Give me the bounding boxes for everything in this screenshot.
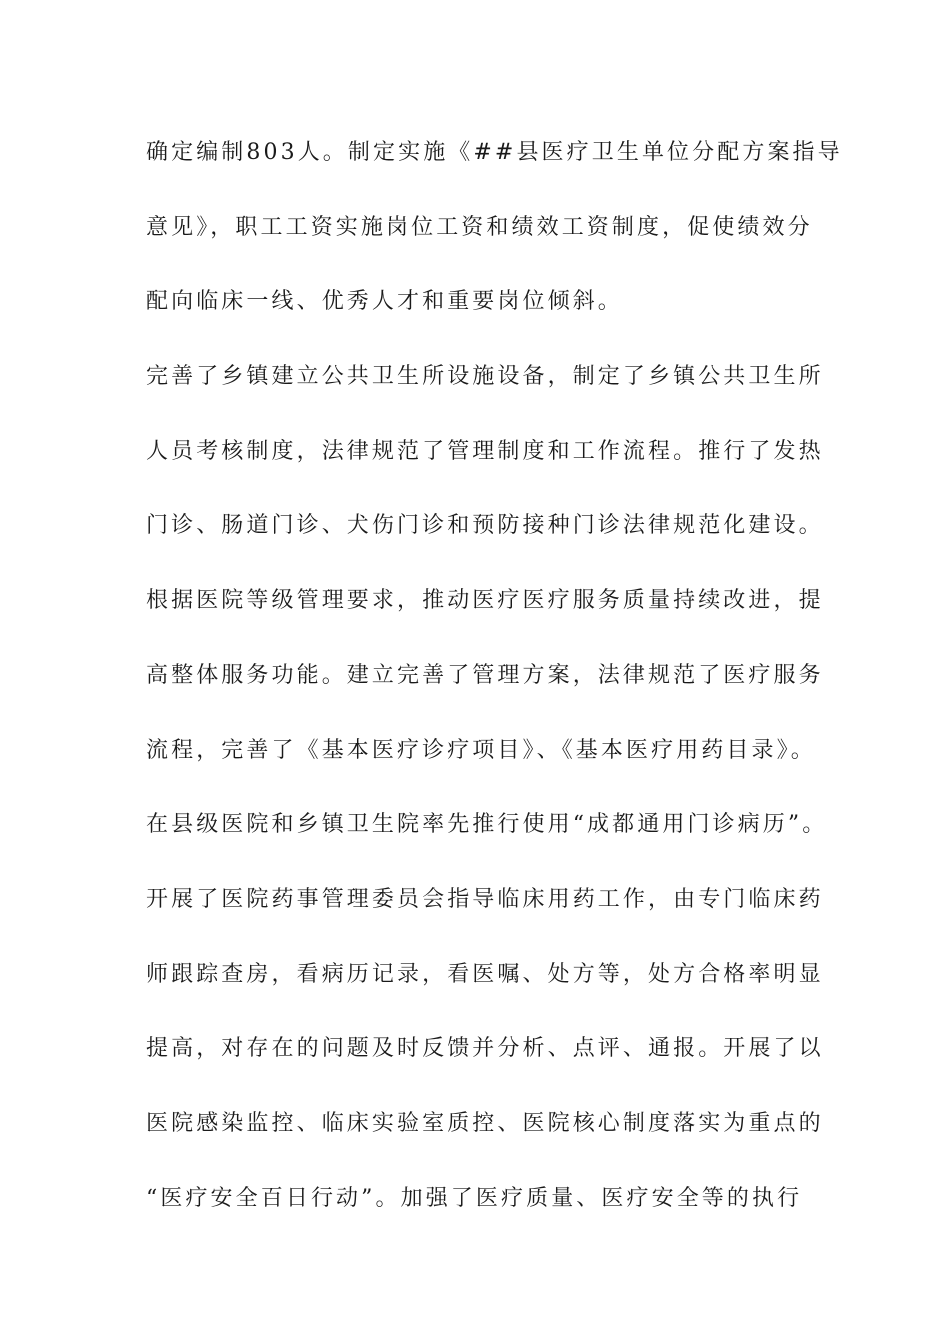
text-line: 开展了医院药事管理委员会指导临床用药工作，由专门临床药 <box>146 886 824 912</box>
text-line: 完善了乡镇建立公共卫生所设施设备，制定了乡镇公共卫生所 <box>146 364 824 390</box>
text-line: 流程，完善了《基本医疗诊疗项目》、《基本医疗用药目录》。 <box>146 737 816 763</box>
text-line: “医疗安全百日行动”。加强了医疗质量、医疗安全等的执行 <box>146 1185 803 1211</box>
text-line: 提高，对存在的问题及时反馈并分析、点评、通报。开展了以 <box>146 1036 824 1062</box>
text-line: 配向临床一线、优秀人才和重要岗位倾斜。 <box>146 289 623 315</box>
text-line: 根据医院等级管理要求，推动医疗医疗服务质量持续改进，提 <box>146 588 824 614</box>
text-line: 门诊、肠道门诊、犬伤门诊和预防接种门诊法律规范化建设。 <box>146 513 824 539</box>
text-line: 师跟踪查房，看病历记录，看医嘱、处方等，处方合格率明显 <box>146 961 824 987</box>
text-line: 医院感染监控、临床实验室质控、医院核心制度落实为重点的 <box>146 1110 824 1136</box>
body-text <box>146 130 843 1250</box>
text-line: 在县级医院和乡镇卫生院率先推行使用“成都通用门诊病历”。 <box>146 812 828 838</box>
text-line: 高整体服务功能。建立完善了管理方案，法律规范了医疗服务 <box>146 662 824 688</box>
text-line: 人员考核制度，法律规范了管理制度和工作流程。推行了发热 <box>146 438 824 464</box>
text-line: 意见》，职工工资实施岗位工资和绩效工资制度，促使绩效分 <box>146 214 813 240</box>
text-line: 确定编制803人。制定实施《##县医疗卫生单位分配方案指导 <box>146 140 843 165</box>
